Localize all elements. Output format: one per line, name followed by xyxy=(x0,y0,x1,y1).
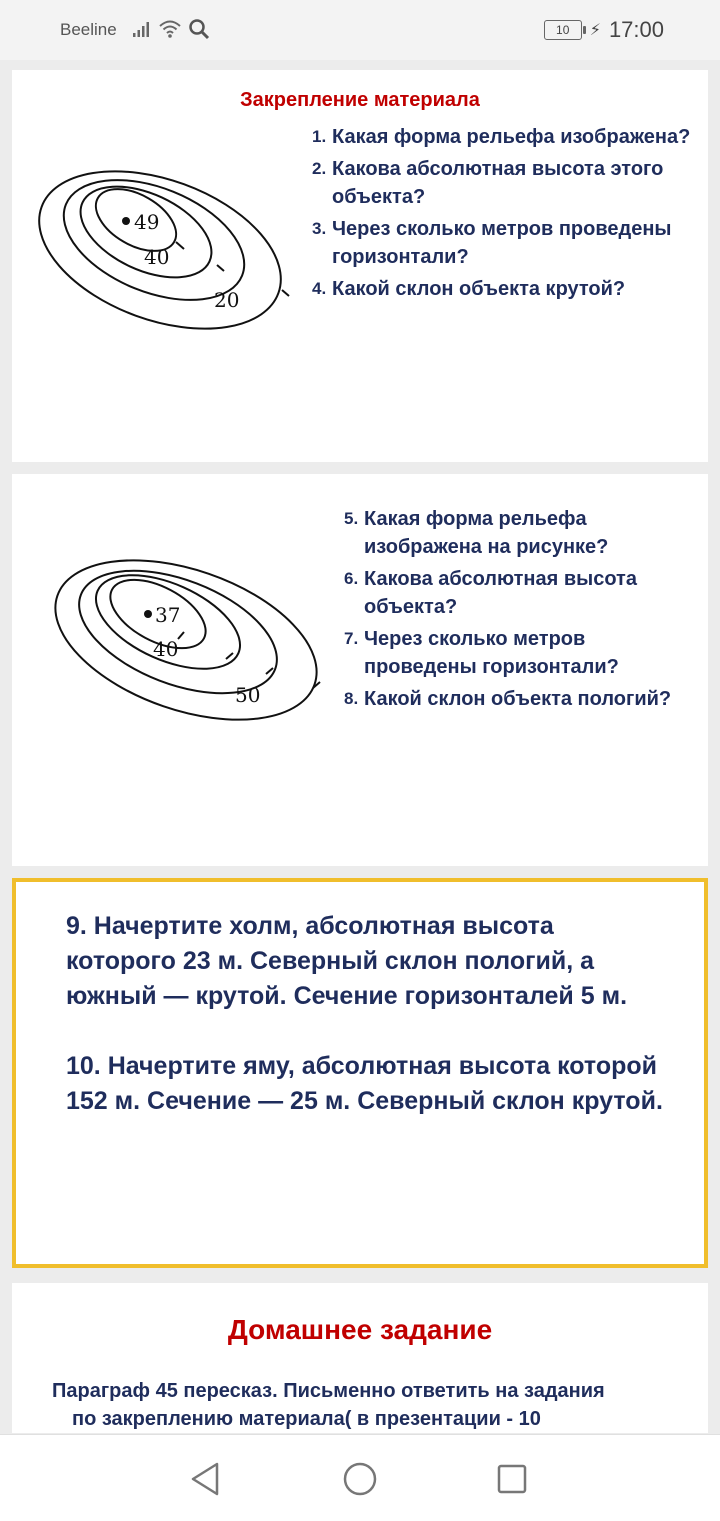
question-number: 4. xyxy=(312,279,327,298)
peak-elevation-label: 49 xyxy=(134,210,160,234)
question-number: 1. xyxy=(312,127,327,146)
question-text: Какая форма рельефа изображена на рисунке? xyxy=(364,508,609,558)
pit-elevation-label: 37 xyxy=(155,603,181,627)
homework-title: Домашнее задание xyxy=(227,1314,493,1345)
question-list xyxy=(312,123,692,307)
hill-contour-diagram xyxy=(36,150,296,340)
question-number: 6. xyxy=(344,569,359,588)
task-10: 10. Начертите яму, абсолютная высота которой 152 м. Сечение — 25 м. Северный склон крутой. xyxy=(66,1052,663,1115)
question-number: 2. xyxy=(312,159,327,178)
contour-label-outer: 50 xyxy=(235,683,261,707)
battery-level: 10 xyxy=(556,23,570,37)
contour-label-mid: 40 xyxy=(144,245,170,269)
signal-icon xyxy=(132,20,152,38)
question-item xyxy=(312,155,692,211)
carrier-name: Beeline xyxy=(60,20,117,39)
question-item xyxy=(344,565,694,621)
question-number: 8. xyxy=(344,689,359,708)
status-right xyxy=(544,17,664,43)
task-text-block xyxy=(66,909,666,1154)
question-text: Какая форма рельефа изображена? xyxy=(332,126,691,148)
charging-icon: ⚡ xyxy=(589,22,601,39)
pit-contour-diagram xyxy=(50,552,330,742)
question-list xyxy=(344,505,694,717)
slide-pit-questions[interactable] xyxy=(12,474,708,866)
task-9: 9. Начертите холм, абсолютная высота которого 23 м. Северный склон пологий, а южный — крутой. Сечение горизонталей 5 м. xyxy=(66,912,628,1010)
question-item xyxy=(312,215,692,271)
question-item xyxy=(344,505,694,561)
question-number: 7. xyxy=(344,629,359,648)
contour-label-outer: 20 xyxy=(214,288,240,312)
status-bar xyxy=(0,0,720,60)
home-icon[interactable] xyxy=(340,1459,380,1499)
slide-reinforcement[interactable] xyxy=(12,70,708,462)
question-item xyxy=(344,625,694,681)
homework-line-1: Параграф 45 пересказ. Письменно ответить на задания xyxy=(52,1380,605,1402)
slide-title: Закрепление материала xyxy=(240,89,480,111)
wifi-icon xyxy=(158,19,182,39)
slide-homework[interactable] xyxy=(12,1283,708,1433)
battery-icon xyxy=(544,20,582,40)
question-item xyxy=(312,123,692,151)
question-text: Какой склон объекта пологий? xyxy=(364,688,672,710)
question-number: 5. xyxy=(344,509,359,528)
question-text: Какова абсолютная высота объекта? xyxy=(364,568,637,618)
contour-label-mid: 40 xyxy=(153,637,179,661)
question-text: Какова абсолютная высота этого объекта? xyxy=(332,158,664,208)
homework-line-2: по закреплению материала( в презентации - 10 xyxy=(72,1408,541,1430)
recent-apps-icon[interactable] xyxy=(492,1459,532,1499)
slide-drawing-tasks[interactable] xyxy=(12,878,708,1268)
status-icons xyxy=(132,18,210,40)
question-text: Какой склон объекта крутой? xyxy=(332,278,626,300)
question-item xyxy=(344,685,694,713)
homework-text xyxy=(52,1377,682,1433)
question-item xyxy=(312,275,692,303)
back-icon[interactable] xyxy=(186,1459,226,1499)
navigation-bar xyxy=(0,1434,720,1521)
question-text: Через сколько метров проведены горизонтали? xyxy=(364,628,619,678)
search-icon xyxy=(188,18,210,40)
clock: 17:00 xyxy=(608,17,664,42)
question-number: 3. xyxy=(312,219,327,238)
question-text: Через сколько метров проведены горизонтали? xyxy=(332,218,672,268)
